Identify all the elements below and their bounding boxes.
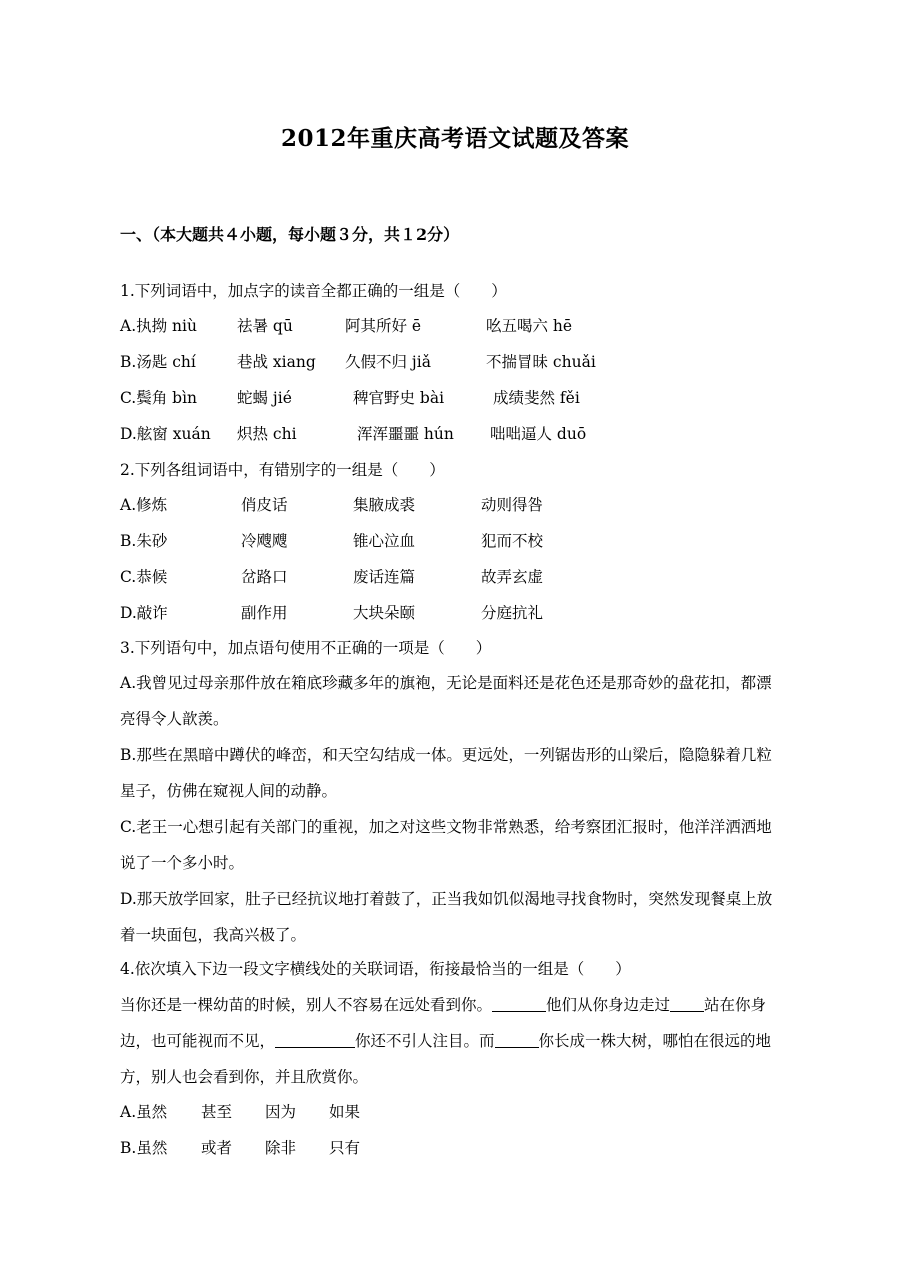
option-cell: B.朱砂 <box>120 532 168 550</box>
text-line: 亮得令人歆羡。 <box>120 710 229 728</box>
option-cell: 吆五喝六 hē <box>486 317 573 335</box>
option-cell: B.汤匙 chí <box>120 353 196 371</box>
passage-text: 你长成一株大树，哪怕在很远的地 <box>538 1032 772 1050</box>
option-cell: 祛暑 qū <box>237 317 293 335</box>
option-cell: 咄咄逼人 duō <box>490 425 587 443</box>
option-cell: 大块朵颐 <box>353 604 416 622</box>
option-cell: A.虽然 <box>120 1103 168 1121</box>
passage-text: 当你还是一棵幼苗的时候，别人不容易在远处看到你。 <box>120 996 493 1014</box>
option-cell: 动则得咎 <box>481 496 544 514</box>
option-cell: 阿其所好 ē <box>345 317 422 335</box>
option-cell: 浑浑噩噩 hún <box>357 425 454 443</box>
option-cell: 除非 <box>265 1139 297 1157</box>
text-line: B.那些在黑暗中蹲伏的峰峦，和天空勾结成一体。更远处，一列锯齿形的山梁后，隐隐躲着几粒 <box>120 746 772 764</box>
q3-option-b <box>120 737 796 809</box>
option-cell: 因为 <box>265 1103 297 1121</box>
option-cell: 岔路口 <box>241 568 288 586</box>
text-line <box>120 987 796 1023</box>
option-cell: 只有 <box>329 1139 361 1157</box>
option-cell: D.敲诈 <box>120 604 168 622</box>
q4-stem: 4.依次填入下边一段文字横线处的关联词语，衔接最恰当的一组是（ ） <box>120 960 631 978</box>
option-cell: C.恭候 <box>120 568 168 586</box>
option-cell: 不揣冒昧 chuǎi <box>486 353 596 371</box>
text-line <box>120 1023 796 1059</box>
text-line: 星子，仿佛在窥视人间的动静。 <box>120 782 338 800</box>
option-cell: 巷战 xiang <box>237 353 316 371</box>
option-cell: 蛇蝎 jié <box>237 389 292 407</box>
option-cell: D.舷窗 xuán <box>120 425 211 443</box>
text-line: C.老王一心想引起有关部门的重视，加之对这些文物非常熟悉，给考察团汇报时，他洋洋洒洒地 <box>120 818 772 836</box>
fill-blank <box>670 995 704 1012</box>
text-line: 说了一个多小时。 <box>120 854 245 872</box>
option-cell: 成绩斐然 fěi <box>493 389 580 407</box>
option-cell: 稗官野史 bài <box>353 389 445 407</box>
option-cell: 冷飕飕 <box>241 532 288 550</box>
text-line: A.我曾见过母亲那件放在箱底珍藏多年的旗袍，无论是面料还是花色还是那奇妙的盘花扣，都漂 <box>120 674 772 692</box>
section-heading: 一、（本大题共４小题，每小题３分，共１2分） <box>120 225 460 244</box>
option-cell: 锥心泣血 <box>353 532 416 550</box>
fill-blank <box>495 1031 539 1048</box>
fill-blank <box>492 995 546 1012</box>
text-line: 方，别人也会看到你，并且欣赏你。 <box>120 1068 369 1086</box>
option-cell: 副作用 <box>241 604 288 622</box>
option-cell: 故弄玄虚 <box>481 568 544 586</box>
option-cell: 集腋成裘 <box>353 496 416 514</box>
text-line: D.那天放学回家，肚子已经抗议地打着鼓了，正当我如饥似渴地寻找食物时，突然发现餐桌上放 <box>120 890 773 908</box>
option-cell: 俏皮话 <box>241 496 288 514</box>
q3-stem: 3.下列语句中，加点语句使用不正确的一项是（ ） <box>120 639 492 657</box>
q4-passage <box>120 987 796 1095</box>
passage-text: 他们从你身边走过 <box>546 996 671 1014</box>
option-cell: 炽热 chi <box>237 425 297 443</box>
q3-option-a <box>120 665 796 737</box>
option-cell: 分庭抗礼 <box>481 604 544 622</box>
q3-option-d <box>120 881 796 953</box>
option-cell: 或者 <box>201 1139 233 1157</box>
option-cell: 久假不归 jiǎ <box>345 353 431 371</box>
option-cell: B.虽然 <box>120 1139 168 1157</box>
option-cell: A.执拗 niù <box>120 317 197 335</box>
option-cell: 如果 <box>329 1103 361 1121</box>
page-title: 2012年重庆高考语文试题及答案 <box>280 125 629 152</box>
option-cell: 废话连篇 <box>353 568 416 586</box>
option-cell: 犯而不校 <box>481 532 544 550</box>
option-cell: 甚至 <box>201 1103 233 1121</box>
passage-text: 边，也可能视而不见， <box>120 1032 276 1050</box>
option-cell: C.鬓角 bìn <box>120 389 198 407</box>
q3-option-c <box>120 809 796 881</box>
fill-blank <box>275 1031 355 1048</box>
q2-stem: 2.下列各组词语中，有错别字的一组是（ ） <box>120 461 445 479</box>
passage-text: 你还不引人注目。而 <box>355 1032 495 1050</box>
text-line: 着一块面包，我高兴极了。 <box>120 926 307 944</box>
q1-stem: 1.下列词语中，加点字的读音全都正确的一组是（ ） <box>120 282 507 300</box>
passage-text: 站在你身 <box>704 996 767 1014</box>
option-cell: A.修炼 <box>120 496 168 514</box>
